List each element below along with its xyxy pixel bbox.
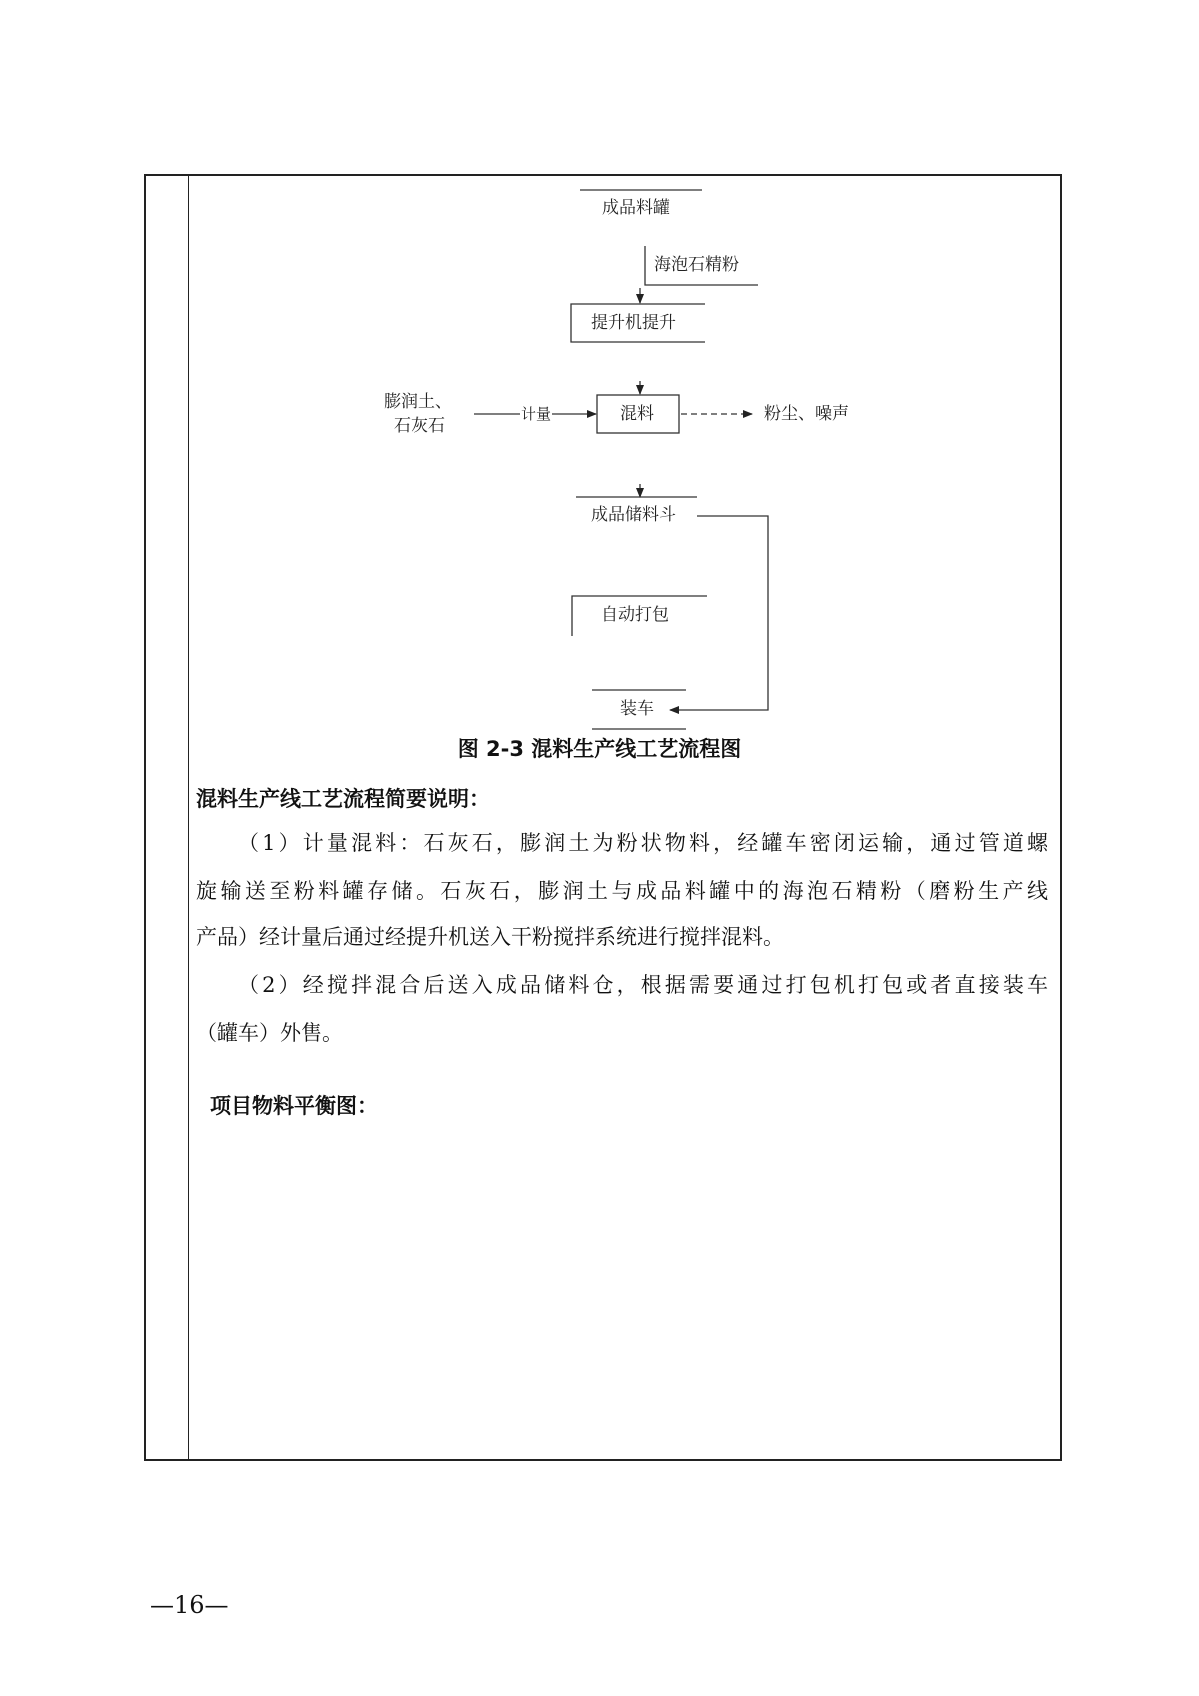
storage-node: 成品储料斗 [591, 505, 676, 525]
bypass-storage-to-loading [670, 516, 768, 710]
inputs-label-line1: 膨润土、 [384, 392, 452, 412]
tank-node: 成品料罐 [602, 198, 670, 218]
sea-foam-node: 海泡石精粉 [654, 255, 739, 275]
mixing-node: 混料 [620, 404, 654, 424]
inputs-label-line2: 石灰石 [394, 416, 445, 436]
elevator-node: 提升机提升 [591, 313, 676, 333]
paragraph1-line1: （1）计量混料：石灰石，膨润土为粉状物料，经罐车密闭运输，通过管道螺 [238, 831, 1048, 855]
paragraph2-line1: （2）经搅拌混合后送入成品储料仓，根据需要通过打包机打包或者直接装车 [238, 973, 1048, 997]
page-number: —16— [150, 1591, 229, 1619]
packing-node: 自动打包 [601, 605, 669, 625]
paragraph1-line2: 旋输送至粉料罐存储。石灰石，膨润土与成品料罐中的海泡石精粉（磨粉生产线 [196, 879, 1048, 903]
dust-noise-node: 粉尘、噪声 [764, 404, 849, 424]
paragraph1-line3: 产品）经计量后通过经提升机送入干粉搅拌系统进行搅拌混料。 [196, 925, 784, 949]
process-flow-diagram [0, 0, 1199, 740]
description-heading: 混料生产线工艺流程简要说明： [196, 787, 490, 811]
paragraph2-line2: （罐车）外售。 [196, 1021, 343, 1045]
loading-node: 装车 [620, 699, 654, 719]
material-balance-heading: 项目物料平衡图： [210, 1094, 378, 1118]
metering-label: 计量 [521, 405, 552, 423]
figure-caption: 图 2-3 混料生产线工艺流程图 [457, 737, 742, 761]
